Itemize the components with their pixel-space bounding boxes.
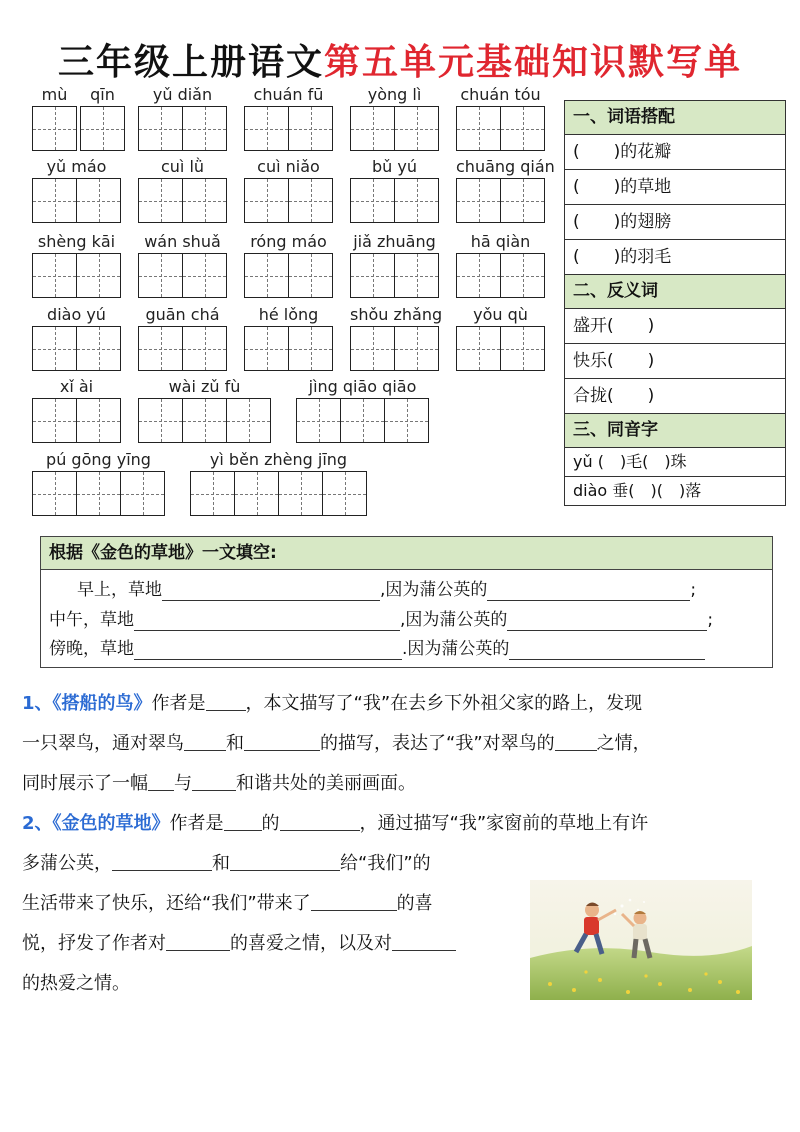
question-number: 2、 — [22, 813, 53, 834]
section-header-antonym: 二、反义词 — [565, 275, 785, 309]
fill-in-box — [40, 536, 773, 668]
character-writing-box[interactable] — [456, 106, 501, 151]
pinyin-word — [32, 232, 121, 300]
pinyin-label: yǒu qù — [473, 305, 528, 324]
character-writing-box[interactable] — [76, 253, 121, 298]
pinyin-word — [32, 85, 77, 153]
character-writing-box[interactable] — [456, 178, 501, 223]
pinyin-word — [350, 305, 443, 373]
answer-blank[interactable] — [244, 728, 320, 751]
answer-blank[interactable] — [112, 848, 212, 871]
title-black: 三年级上册语文 — [57, 42, 324, 83]
character-writing-box[interactable] — [182, 106, 227, 151]
answer-blank[interactable] — [311, 888, 397, 911]
pinyin-label: yòng lì — [367, 85, 422, 104]
fill-line-mid: ,因为蒲公英的 — [380, 580, 488, 600]
character-writing-box[interactable] — [500, 178, 545, 223]
answer-blank[interactable] — [392, 928, 456, 951]
character-writing-box[interactable] — [394, 106, 439, 151]
pinyin-word — [456, 305, 545, 373]
character-writing-box[interactable] — [32, 178, 77, 223]
answer-blank[interactable] — [509, 639, 705, 660]
pinyin-word — [456, 85, 545, 153]
question-text: 的喜 — [396, 893, 433, 914]
character-writing-box[interactable] — [340, 398, 385, 443]
question-text: 同时展示了一幅 — [22, 773, 148, 794]
pinyin-label: mù — [41, 85, 68, 104]
character-writing-box[interactable] — [76, 326, 121, 371]
fill-line-evening — [49, 634, 766, 664]
question-2-line-5 — [22, 964, 130, 1004]
pinyin-word — [350, 232, 439, 300]
question-2-line-3 — [22, 884, 433, 924]
character-writing-box[interactable] — [500, 106, 545, 151]
character-writing-box[interactable] — [32, 253, 77, 298]
question-2-line-2 — [22, 844, 431, 884]
question-text: 之情， — [596, 733, 651, 754]
character-writing-box[interactable] — [182, 178, 227, 223]
answer-blank[interactable] — [184, 728, 226, 751]
character-writing-box[interactable] — [32, 398, 77, 443]
answer-blank[interactable] — [230, 848, 340, 871]
character-writing-box[interactable] — [350, 326, 395, 371]
pinyin-label: pú gōng yīng — [46, 450, 151, 469]
question-1-line-3 — [22, 764, 416, 804]
character-writing-box[interactable] — [244, 253, 289, 298]
character-writing-box[interactable] — [182, 398, 227, 443]
character-writing-box[interactable] — [80, 106, 125, 151]
character-writing-box[interactable] — [350, 178, 395, 223]
fill-line-noon — [49, 605, 766, 635]
pinyin-label: shǒu zhǎng — [350, 305, 443, 324]
answer-blank[interactable] — [555, 728, 597, 751]
fill-line-lead: 中午，草地 — [49, 610, 134, 630]
pinyin-label: shèng kāi — [37, 232, 116, 251]
pinyin-label: qīn — [90, 85, 115, 104]
character-writing-box[interactable] — [456, 326, 501, 371]
antonym-item: 快乐( ) — [565, 344, 785, 379]
pinyin-label: wài zǔ fù — [168, 377, 241, 396]
question-text: ，本文描写了“我”在去乡下外祖父家的路上，发现 — [245, 693, 643, 714]
pinyin-label: wán shuǎ — [144, 232, 221, 251]
pinyin-label: hé lǒng — [258, 305, 319, 324]
pinyin-label: chuán tóu — [460, 85, 541, 104]
character-writing-box[interactable] — [394, 178, 439, 223]
character-writing-box[interactable] — [350, 253, 395, 298]
answer-blank[interactable] — [162, 580, 380, 601]
pinyin-word — [456, 157, 555, 225]
pinyin-word — [80, 85, 125, 153]
meadow-illustration — [530, 880, 752, 1000]
question-text: ，通过描写“我”家窗前的草地上有许 — [359, 813, 649, 834]
question-text: 和 — [226, 733, 244, 754]
homophone-item: diào 垂( )( )落 — [573, 481, 702, 500]
character-writing-box[interactable] — [394, 326, 439, 371]
fill-line-mid: .因为蒲公英的 — [402, 639, 510, 659]
pinyin-word — [456, 232, 545, 300]
question-text: 的喜爱之情，以及对 — [230, 933, 392, 954]
pinyin-word — [138, 377, 271, 445]
answer-blank[interactable] — [134, 639, 402, 660]
book-title: 《金色的草地》 — [52, 813, 170, 834]
answer-blank[interactable] — [166, 928, 230, 951]
pinyin-word — [138, 305, 227, 373]
character-writing-box[interactable] — [182, 326, 227, 371]
character-writing-box[interactable] — [244, 178, 289, 223]
character-writing-box[interactable] — [120, 471, 165, 516]
fill-line-lead: 傍晚，草地 — [49, 639, 134, 659]
question-text: 和谐共处的美丽画面。 — [236, 773, 416, 794]
pinyin-label: cuì niǎo — [257, 157, 320, 176]
question-1-line-1 — [22, 684, 642, 724]
pinyin-label: diào yú — [47, 305, 106, 324]
section-header-homophone: 三、同音字 — [565, 414, 785, 448]
question-text: 作者是 — [151, 693, 206, 714]
character-writing-box[interactable] — [190, 471, 235, 516]
character-writing-box[interactable] — [350, 106, 395, 151]
character-writing-box[interactable] — [32, 471, 77, 516]
pinyin-label: yì běn zhèng jīng — [209, 450, 348, 469]
character-writing-box[interactable] — [394, 253, 439, 298]
character-writing-box[interactable] — [76, 471, 121, 516]
answer-blank[interactable] — [224, 808, 262, 831]
answer-blank[interactable] — [206, 688, 246, 711]
pinyin-label: chuán fū — [253, 85, 324, 104]
fill-line-morning — [49, 575, 766, 605]
pinyin-word — [32, 305, 121, 373]
book-title: 《搭船的鸟》 — [52, 693, 152, 714]
character-writing-box[interactable] — [182, 253, 227, 298]
collocation-item: ( )的花瓣 — [565, 135, 785, 170]
pinyin-label: xǐ ài — [59, 377, 94, 396]
pinyin-word — [244, 305, 333, 373]
character-writing-box[interactable] — [244, 106, 289, 151]
pinyin-label: cuì lǜ — [160, 157, 205, 176]
antonym-item: 盛开( ) — [565, 309, 785, 344]
character-writing-box[interactable] — [76, 398, 121, 443]
character-writing-box[interactable] — [234, 471, 279, 516]
question-text: 生活带来了快乐，还给“我们”带来了 — [22, 893, 311, 914]
character-writing-box[interactable] — [288, 106, 333, 151]
homophone-item: yǔ ( )毛( )珠 — [565, 448, 785, 477]
pinyin-label: róng máo — [250, 232, 327, 251]
character-writing-box[interactable] — [296, 398, 341, 443]
pinyin-word — [296, 377, 429, 445]
pinyin-word — [244, 85, 333, 153]
question-text: 悦，抒发了作者对 — [22, 933, 166, 954]
answer-blank[interactable] — [148, 768, 174, 791]
character-writing-box[interactable] — [32, 326, 77, 371]
pinyin-label: yǔ diǎn — [152, 85, 213, 104]
character-writing-box[interactable] — [138, 106, 183, 151]
page-title — [0, 34, 800, 85]
pinyin-word — [190, 450, 367, 518]
question-2-line-4 — [22, 924, 456, 964]
pinyin-word — [244, 232, 333, 300]
pinyin-word — [138, 232, 227, 300]
pinyin-word — [350, 85, 439, 153]
question-text: 一只翠鸟，通对翠鸟 — [22, 733, 184, 754]
fill-line-end: ; — [690, 580, 697, 600]
question-text: 与 — [174, 773, 192, 794]
pinyin-label: jìng qiāo qiāo — [308, 377, 417, 396]
question-text: 作者是 — [169, 813, 224, 834]
question-text: 和 — [212, 853, 230, 874]
character-writing-box[interactable] — [456, 253, 501, 298]
pinyin-label: guān chá — [145, 305, 220, 324]
pinyin-label: chuāng qián — [456, 157, 555, 176]
answer-blank[interactable] — [134, 610, 400, 631]
pinyin-word — [32, 157, 121, 225]
character-writing-box[interactable] — [384, 398, 429, 443]
pinyin-word — [32, 377, 121, 445]
answer-blank[interactable] — [507, 610, 707, 631]
character-writing-box[interactable] — [288, 253, 333, 298]
character-writing-box[interactable] — [32, 106, 77, 151]
pinyin-word — [244, 157, 333, 225]
character-writing-box[interactable] — [138, 253, 183, 298]
fill-line-end: ; — [707, 610, 714, 630]
question-text: 的描写，表达了“我”对翠鸟的 — [320, 733, 555, 754]
question-2-line-1 — [22, 804, 648, 844]
fill-box-header: 根据《金色的草地》一文填空: — [41, 537, 772, 570]
answer-blank[interactable] — [280, 808, 360, 831]
collocation-item: ( )的草地 — [565, 170, 785, 205]
section-header-collocation: 一、词语搭配 — [565, 101, 785, 135]
character-writing-box[interactable] — [288, 178, 333, 223]
character-writing-box[interactable] — [138, 326, 183, 371]
character-writing-box[interactable] — [322, 471, 367, 516]
collocation-item: ( )的翅膀 — [565, 205, 785, 240]
fill-line-lead: 早上，草地 — [77, 580, 162, 600]
right-panel — [564, 100, 786, 506]
question-text: 给“我们”的 — [340, 853, 431, 874]
pinyin-label: bǔ yú — [372, 157, 417, 176]
pinyin-label: hā qiàn — [470, 232, 531, 251]
collocation-item: ( )的羽毛 — [565, 240, 785, 275]
pinyin-word — [32, 450, 165, 518]
question-text: 的热爱之情。 — [22, 973, 130, 994]
antonym-item: 合拢( ) — [565, 379, 785, 414]
character-writing-box[interactable] — [500, 253, 545, 298]
character-writing-box[interactable] — [76, 178, 121, 223]
question-number: 1、 — [22, 693, 53, 714]
fill-line-mid: ,因为蒲公英的 — [400, 610, 508, 630]
question-1-line-2 — [22, 724, 651, 764]
answer-blank[interactable] — [192, 768, 236, 791]
character-writing-box[interactable] — [288, 326, 333, 371]
character-writing-box[interactable] — [138, 178, 183, 223]
character-writing-box[interactable] — [138, 398, 183, 443]
pinyin-word — [350, 157, 439, 225]
question-text: 的 — [261, 813, 280, 834]
pinyin-label: yǔ máo — [46, 157, 107, 176]
character-writing-box[interactable] — [226, 398, 271, 443]
character-writing-box[interactable] — [278, 471, 323, 516]
character-writing-box[interactable] — [500, 326, 545, 371]
pinyin-label: jiǎ zhuāng — [353, 232, 436, 251]
title-red: 第五单元基础知识默写单 — [324, 42, 743, 83]
character-writing-box[interactable] — [244, 326, 289, 371]
answer-blank[interactable] — [487, 580, 690, 601]
pinyin-word — [138, 85, 227, 153]
question-text: 多蒲公英， — [22, 853, 112, 874]
pinyin-word — [138, 157, 227, 225]
